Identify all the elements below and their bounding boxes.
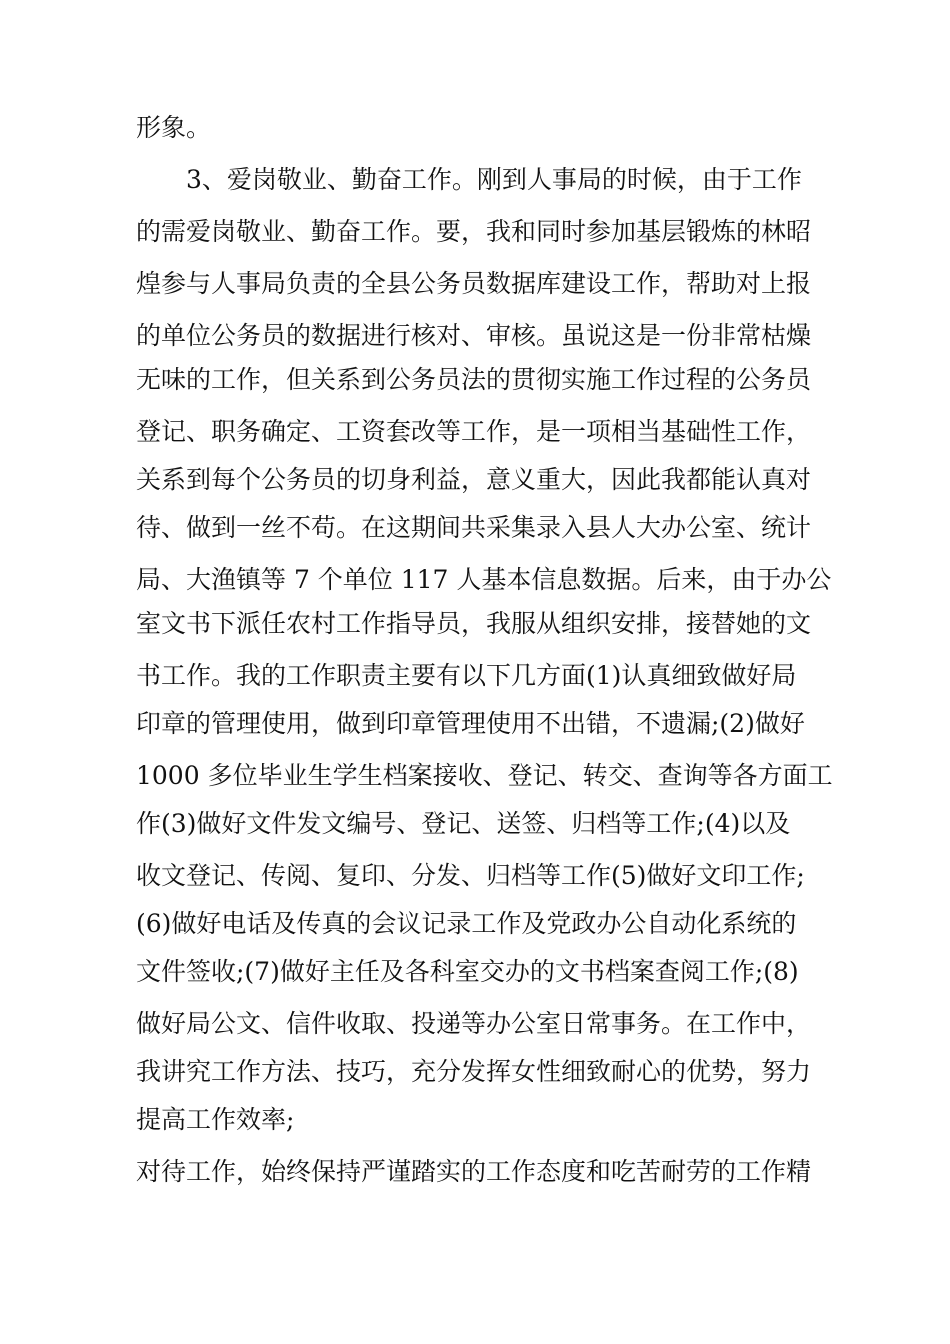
text-line: 收文登记、传阅、复印、分发、归档等工作(5)做好文印工作; [136,861,805,890]
text-line: 文件签收;(7)做好主任及各科室交办的文书档案查阅工作;(8) [136,957,799,986]
text-line: 我讲究工作方法、技巧，充分发挥女性细致耐心的优势，努力 [136,1057,812,1086]
text-line: 室文书下派任农村工作指导员，我服从组织安排，接替她的文 [136,609,812,638]
text-line: 作(3)做好文件发文编号、登记、送签、归档等工作;(4)以及 [136,809,791,838]
text-line: 待、做到一丝不苟。在这期间共采集录入县人大办公室、统计 [136,513,812,542]
text-line: 登记、职务确定、工资套改等工作，是一项相当基础性工作， [136,417,812,446]
text-line: 印章的管理使用，做到印章管理使用不出错，不遗漏;(2)做好 [136,709,805,738]
text-line: 对待工作，始终保持严谨踏实的工作态度和吃苦耐劳的工作精 [136,1157,812,1186]
text-line: 无味的工作，但关系到公务员法的贯彻实施工作过程的公务员 [136,365,812,394]
text-line: 提高工作效率; [136,1105,295,1134]
text-line: 3、爱岗敬业、勤奋工作。刚到人事局的时候，由于工作 [136,165,802,194]
text-line: 的单位公务员的数据进行核对、审核。虽说这是一份非常枯燥 [136,321,812,350]
text-line: 的需爱岗敬业、勤奋工作。要，我和同时参加基层锻炼的林昭 [136,217,812,246]
text-line: 做好局公文、信件收取、投递等办公室日常事务。在工作中， [136,1009,812,1038]
text-line: 煌参与人事局负责的全县公务员数据库建设工作，帮助对上报 [136,269,812,298]
text-line: 形象。 [136,113,212,142]
text-line: (6)做好电话及传真的会议记录工作及党政办公自动化系统的 [136,909,797,938]
text-line: 关系到每个公务员的切身利益，意义重大，因此我都能认真对 [136,465,812,494]
text-line: 1000 多位毕业生学生档案接收、登记、转交、查询等各方面工 [136,761,833,790]
text-line: 局、大渔镇等 7 个单位 117 人基本信息数据。后来，由于办公 [136,565,832,594]
text-line: 书工作。我的工作职责主要有以下几方面(1)认真细致做好局 [136,661,797,690]
